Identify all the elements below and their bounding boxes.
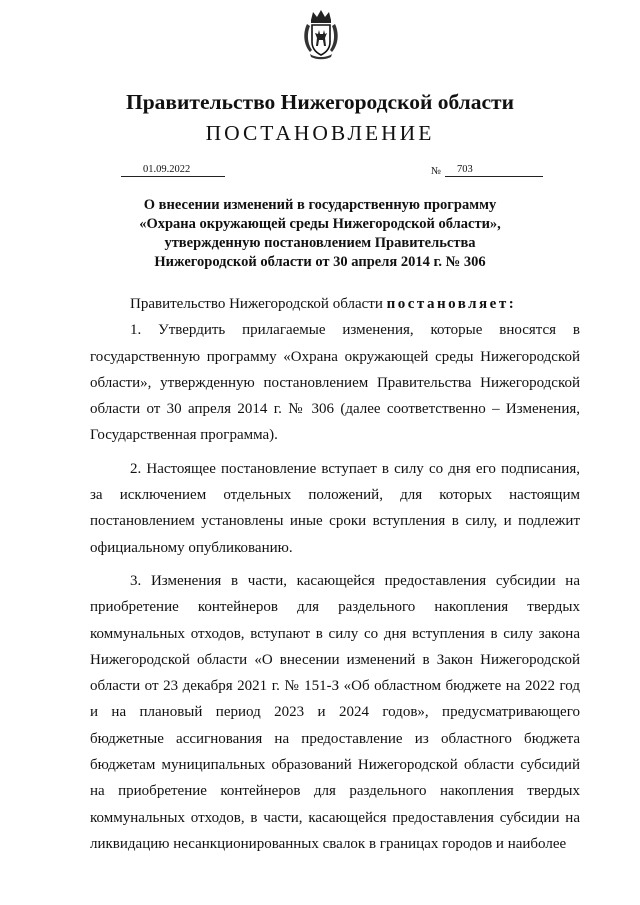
government-title: Правительство Нижегородской области (126, 90, 514, 114)
document-date: 01.09.2022 (121, 163, 225, 177)
coat-of-arms-emblem (302, 8, 340, 60)
lead-prefix: Правительство Нижегородской области (130, 296, 387, 312)
paragraph-1: 1. Утвердить прилагаемые изменения, которые вносятся в государственную программу «Охрана окружающей среды Нижегородской области», утвержденную постановлением Правительства Нижегородской области от 30 апреля 2014 г. № 306 (далее соответственно – Изменения, Государственная программа). (90, 322, 580, 444)
document-body (90, 291, 580, 857)
document-number: 703 (445, 163, 543, 177)
resolves-word: постановляет: (386, 296, 517, 312)
number-sign: № (431, 166, 442, 177)
paragraph-3: 3. Изменения в части, касающейся предоставления субсидии на приобретение контейнеров для раздельного накопления твердых коммунальных отходов, вступают в силу со дня вступления в силу закона Нижегородской области «О внесении изменений в Закон Нижегородской области от 23 декабря 2021 г. № 151-З «Об областном бюджете на 2022 год и на плановый период 2023 и 2024 годов», предусматривающего бюджетные ассигнования на предоставление из областного бюджета бюджетам муниципальных образований Нижегородской области субсидий на приобретение контейнеров для раздельного накопления твердых коммунальных отходов, в части, касающейся предоставления субсидии на ликвидацию несанкционированных свалок в границах городов и наиболее (90, 572, 580, 852)
subject-line: О внесении изменений в государственную программу (143, 197, 497, 213)
document-type: ПОСТАНОВЛЕНИЕ (205, 121, 435, 145)
resolution-lead (90, 291, 580, 317)
paragraph-2: 2. Настоящее постановление вступает в силу со дня его подписания, за исключением отдельных положений, для которых настоящим постановлением установлены иные сроки вступления в силу, и подлежит официальному опубликованию. (90, 460, 580, 556)
document-subject (0, 196, 640, 272)
subject-line: «Охрана окружающей среды Нижегородской области», (139, 216, 501, 232)
subject-line: Нижегородской области от 30 апреля 2014 г. № 306 (154, 254, 486, 270)
subject-line: утвержденную постановлением Правительства (164, 235, 476, 251)
